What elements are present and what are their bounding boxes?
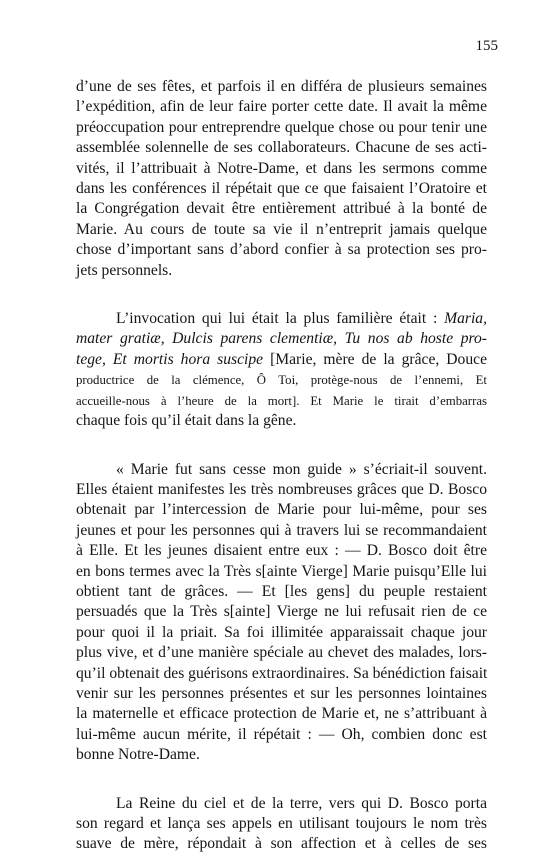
page-number: 155 (475, 38, 498, 54)
text-line-content: L’invocation qui lui était la plus familière était : Maria, (116, 310, 487, 328)
text-line: bonne Notre-Dame. (76, 746, 200, 764)
text-line: persuadés que la Très s[ainte] Vierge ne lui refusait rien de ce (76, 603, 487, 621)
text-line: lui-même aucun mérite, il répétait : — Oh, combien donc est (76, 725, 487, 743)
text-line: qu’il obtenait des guérisons extraordinaires. Sa bénédiction faisait (76, 664, 488, 682)
latin-text: Maria, (444, 310, 487, 328)
text-line: préoccupation pour entreprendre quelque chose ou pour tenir une (76, 118, 487, 136)
text-line: obtient tant de grâces. — Et [les gens] du peuple restaient (76, 582, 487, 600)
text-line (76, 309, 487, 329)
text-line: Marie. Au cours de toute sa vie il n’entreprit jamais quelque (76, 220, 487, 238)
text-line-content: La Reine du ciel et de la terre, vers qui D. Bosco porta (116, 794, 487, 812)
page-text (76, 77, 487, 855)
text-line: d’une de ses fêtes, et parfois il en différa de plusieurs semaines (76, 78, 487, 95)
text-line: tege, Et mortis hora suscipe [Marie, mère de la grâce, Douce (76, 350, 487, 368)
text-line (76, 329, 487, 349)
text-line: plus vive, et d’une manière spéciale au chevet des malades, lors- (76, 644, 487, 662)
text-line: assemblée solennelle de ses collaborateurs. Chacune de ses acti- (76, 139, 487, 157)
text-line: chose d’important sans d’abord confier à sa protection ses pro- (76, 241, 487, 259)
text-line-content: « Marie fut sans cesse mon guide » s’écriait-il souvent. (116, 460, 487, 478)
text-line: la maternelle et efficace protection de Marie et, ne s’attribuant à (76, 705, 487, 723)
text-line: chaque fois qu’il était dans la gêne. (76, 412, 297, 430)
latin-text: mater gratiæ, Dulcis parens clementiæ, Tu nos ab hoste pro- (76, 330, 487, 348)
text-line: venir sur les personnes présentes et sur les personnes lointaines (76, 684, 487, 702)
text-line: productrice de la clémence, Ô Toi, protège-nous de l’ennemi, Et (76, 373, 487, 388)
text-line: en bons termes avec la Très s[ainte Vierge] Marie puisqu’Elle lui (76, 562, 487, 580)
text-line: Elles étaient manifestes les très nombreuses grâces que D. Bosco (76, 480, 487, 498)
text-line: suave de mère, répondait à son affection et à celles de ses (76, 835, 487, 853)
text-line: pour quoi il la priait. Sa foi illimitée apparaissait chaque jour (76, 623, 487, 641)
text-line: jets personnels. (76, 261, 173, 279)
text-line (76, 460, 487, 480)
text-line: la Congrégation devait être entièrement attribué à la bonté de (76, 200, 487, 218)
text-line: jeunes et pour les personnes qui à travers lui se recommandaient (76, 521, 487, 539)
text-line: son regard et lança ses appels en utilisant toujours le nom très (76, 815, 487, 832)
text-line: à Elle. Et les jeunes disaient entre eux : — D. Bosco doit être (76, 542, 487, 560)
text-line: vités, il l’attribuait à Notre-Dame, et dans les sermons comme (76, 159, 487, 177)
latin-text: tege, Et mortis hora suscipe (76, 350, 264, 368)
text-line: l’expédition, afin de leur faire porter cette date. Il avait la même (76, 98, 487, 116)
text-line: dans les conférences il répétait que ce que faisaient l’Oratoire et (76, 180, 487, 198)
paragraph-2 (76, 309, 487, 431)
paragraph-4 (76, 794, 487, 855)
text-line: obtenait par l’intercession de Marie pour lui-même, pour ses (76, 501, 487, 519)
paragraph-1 (76, 77, 487, 281)
text-line: accueille-nous à l’heure de la mort]. Et Marie le tirait d’embarras (76, 393, 487, 408)
paragraph-3 (76, 460, 487, 766)
